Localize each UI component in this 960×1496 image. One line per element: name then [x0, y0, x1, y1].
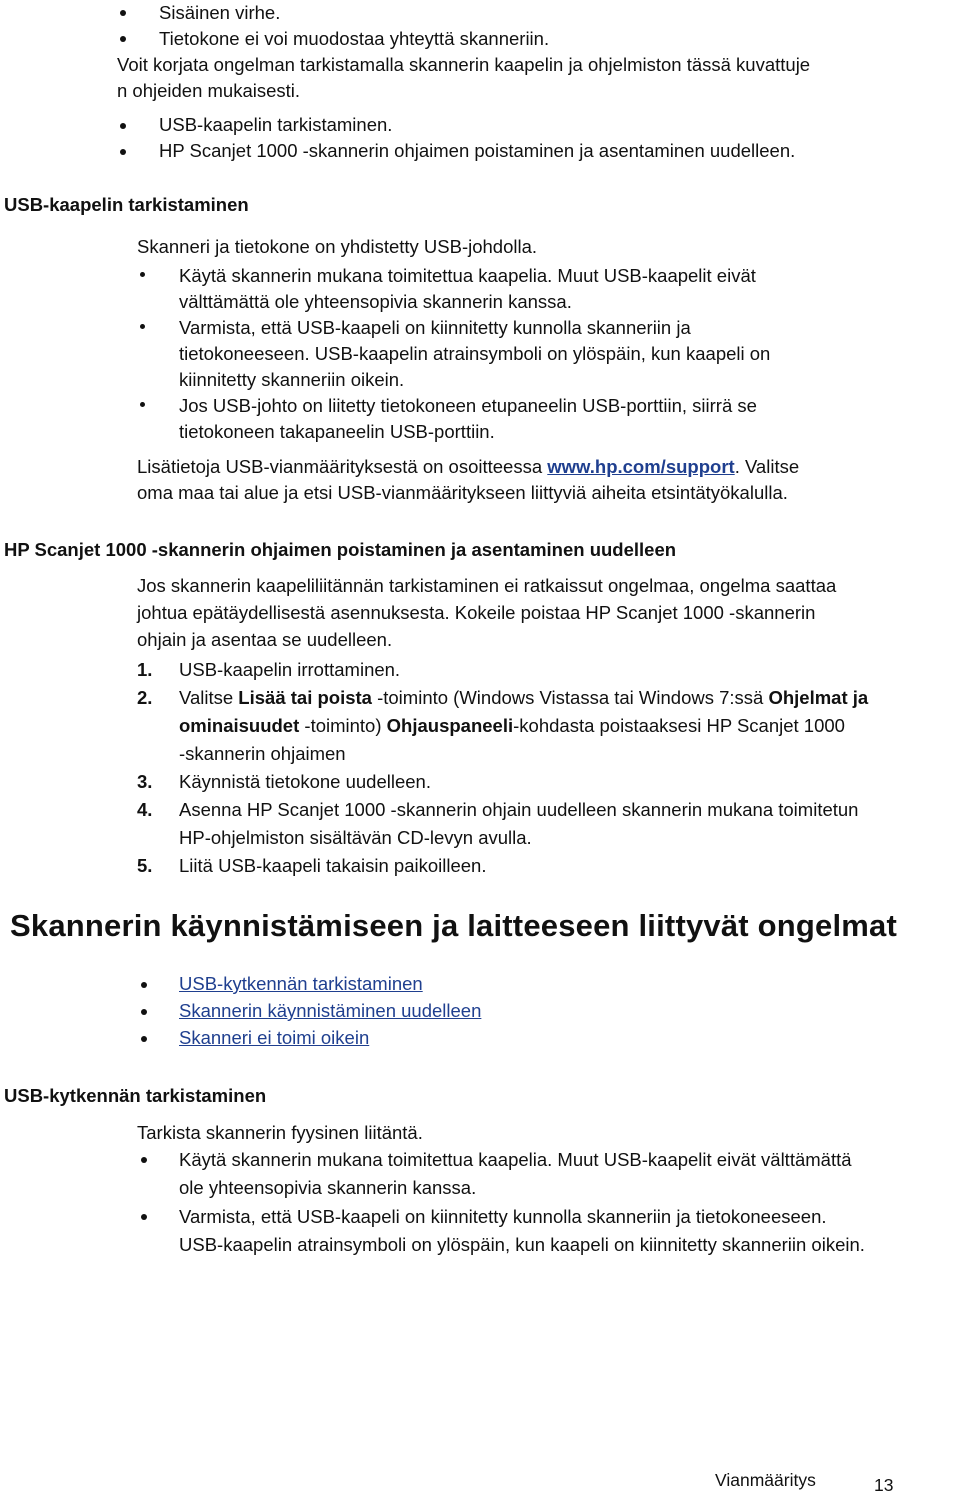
- usb-cable-item-3-line-1: Jos USB-johto on liitetty tietokoneen etupaneelin USB-porttiin, siirrä se: [179, 395, 757, 416]
- usb-cable-more-info: [137, 454, 799, 480]
- step-number-1: 1.: [137, 659, 153, 680]
- usb-cable-heading: USB-kaapelin tarkistaminen: [4, 194, 249, 215]
- step-4-line-2: HP-ohjelmiston sisältävän CD-levyn avulla.: [179, 827, 532, 848]
- more-info-prefix: Lisätietoja USB-vianmäärityksestä on osoitteessa: [137, 456, 548, 477]
- step-1: USB-kaapelin irrottaminen.: [179, 659, 401, 680]
- step-2-line-1: [179, 684, 868, 711]
- step-2-text-c: -toiminto (Windows Vistassa tai Windows 7:ssä: [371, 687, 769, 708]
- usb-cable-item-2-line-1: Varmista, että USB-kaapeli on kiinnitetty kunnolla skanneriin ja: [179, 317, 691, 338]
- step-2-text-a: Valitse: [179, 687, 239, 708]
- reinstall-heading: HP Scanjet 1000 -skannerin ohjaimen poistaminen ja asentaminen uudelleen: [4, 539, 677, 560]
- usb-connection-bullet-2-line-1: Varmista, että USB-kaapeli on kiinnitetty kunnolla skanneriin ja tietokoneeseen.: [179, 1206, 827, 1227]
- step-5: Liitä USB-kaapeli takaisin paikoilleen.: [179, 855, 487, 876]
- step-number-2: 2.: [137, 687, 153, 708]
- usb-cable-item-1-line-2: välttämättä ole yhteensopivia skannerin kanssa.: [179, 291, 572, 312]
- step-2-features: ominaisuudet: [179, 715, 300, 736]
- usb-cable-item-2-line-2: tietokoneeseen. USB-kaapelin atrainsymboli on ylöspäin, kun kaapeli on: [179, 343, 771, 364]
- top-bullet-2: Tietokone ei voi muodostaa yhteyttä skanneriin.: [159, 28, 550, 49]
- bullet-icon: [120, 10, 126, 16]
- reinstall-paragraph-line-1: Jos skannerin kaapeliliitännän tarkistaminen ei ratkaissut ongelmaa, ongelma saattaa: [137, 575, 837, 596]
- page-number: 13: [874, 1475, 894, 1495]
- usb-cable-item-3-line-2: tietokoneen takapaneelin USB-porttiin.: [179, 421, 495, 442]
- hp-support-link[interactable]: www.hp.com/support: [547, 456, 735, 477]
- bullet-icon: [141, 982, 147, 988]
- top-paragraph-line-2: n ohjeiden mukaisesti.: [117, 80, 301, 101]
- step-number-5: 5.: [137, 855, 153, 876]
- bullet-icon: [140, 324, 145, 329]
- bullet-icon: [120, 149, 126, 155]
- bullet-icon: [141, 1214, 147, 1220]
- footer-section-name: Vianmääritys: [715, 1470, 816, 1490]
- link-restart-scanner[interactable]: Skannerin käynnistäminen uudelleen: [179, 1000, 482, 1021]
- usb-cable-more-info-line-2: oma maa tai alue ja etsi USB-vianmääritykseen liittyviä aiheita etsintätyökalulla.: [137, 482, 788, 503]
- usb-connection-bullet-1-line-1: Käytä skannerin mukana toimitettua kaapelia. Muut USB-kaapelit eivät välttämättä: [179, 1149, 852, 1170]
- bullet-icon: [120, 36, 126, 42]
- step-3: Käynnistä tietokone uudelleen.: [179, 771, 431, 792]
- usb-connection-intro: Tarkista skannerin fyysinen liitäntä.: [137, 1122, 423, 1143]
- bullet-icon: [141, 1036, 147, 1042]
- usb-cable-item-1-line-1: Käytä skannerin mukana toimitettua kaapelia. Muut USB-kaapelit eivät: [179, 265, 756, 286]
- step-2-text-h: -kohdasta poistaaksesi HP Scanjet 1000: [513, 715, 845, 736]
- link-usb-connection-check[interactable]: USB-kytkennän tarkistaminen: [179, 973, 423, 994]
- top-bullet-3: USB-kaapelin tarkistaminen.: [159, 114, 393, 135]
- step-2-control-panel: Ohjauspaneeli: [386, 715, 514, 736]
- step-2-text-f: -toiminto): [299, 715, 387, 736]
- step-4-line-1: Asenna HP Scanjet 1000 -skannerin ohjain uudelleen skannerin mukana toimitetun: [179, 799, 859, 820]
- top-bullet-4: HP Scanjet 1000 -skannerin ohjaimen poistaminen ja asentaminen uudelleen.: [159, 140, 796, 161]
- link-scanner-not-working[interactable]: Skanneri ei toimi oikein: [179, 1027, 370, 1048]
- bullet-icon: [140, 402, 145, 407]
- more-info-suffix: . Valitse: [734, 456, 800, 477]
- reinstall-paragraph-line-3: ohjain ja asentaa se uudelleen.: [137, 629, 393, 650]
- bullet-icon: [141, 1157, 147, 1163]
- bullet-icon: [140, 272, 145, 277]
- step-2-line-2: [179, 712, 845, 739]
- step-number-4: 4.: [137, 799, 153, 820]
- bullet-icon: [120, 123, 126, 129]
- step-number-3: 3.: [137, 771, 153, 792]
- bullet-icon: [141, 1009, 147, 1015]
- usb-connection-heading: USB-kytkennän tarkistaminen: [4, 1085, 267, 1106]
- reinstall-paragraph-line-2: johtua epätäydellisestä asennuksesta. Kokeile poistaa HP Scanjet 1000 -skannerin: [137, 602, 816, 623]
- usb-cable-intro: Skanneri ja tietokone on yhdistetty USB-johdolla.: [137, 236, 538, 257]
- step-2-add-remove: Lisää tai poista: [238, 687, 372, 708]
- step-2-programs: Ohjelmat ja: [768, 687, 869, 708]
- startup-problems-heading: Skannerin käynnistämiseen ja laitteeseen liittyvät ongelmat: [10, 908, 898, 943]
- usb-connection-bullet-2-line-2: USB-kaapelin atrainsymboli on ylöspäin, kun kaapeli on kiinnitetty skanneriin oikein.: [179, 1234, 865, 1255]
- top-bullet-1: Sisäinen virhe.: [159, 2, 281, 23]
- usb-connection-bullet-1-line-2: ole yhteensopivia skannerin kanssa.: [179, 1177, 477, 1198]
- step-2-line-3: -skannerin ohjaimen: [179, 743, 346, 764]
- top-paragraph-line-1: Voit korjata ongelman tarkistamalla skannerin kaapelin ja ohjelmiston tässä kuvattuje: [117, 54, 811, 75]
- usb-cable-item-2-line-3: kiinnitetty skanneriin oikein.: [179, 369, 405, 390]
